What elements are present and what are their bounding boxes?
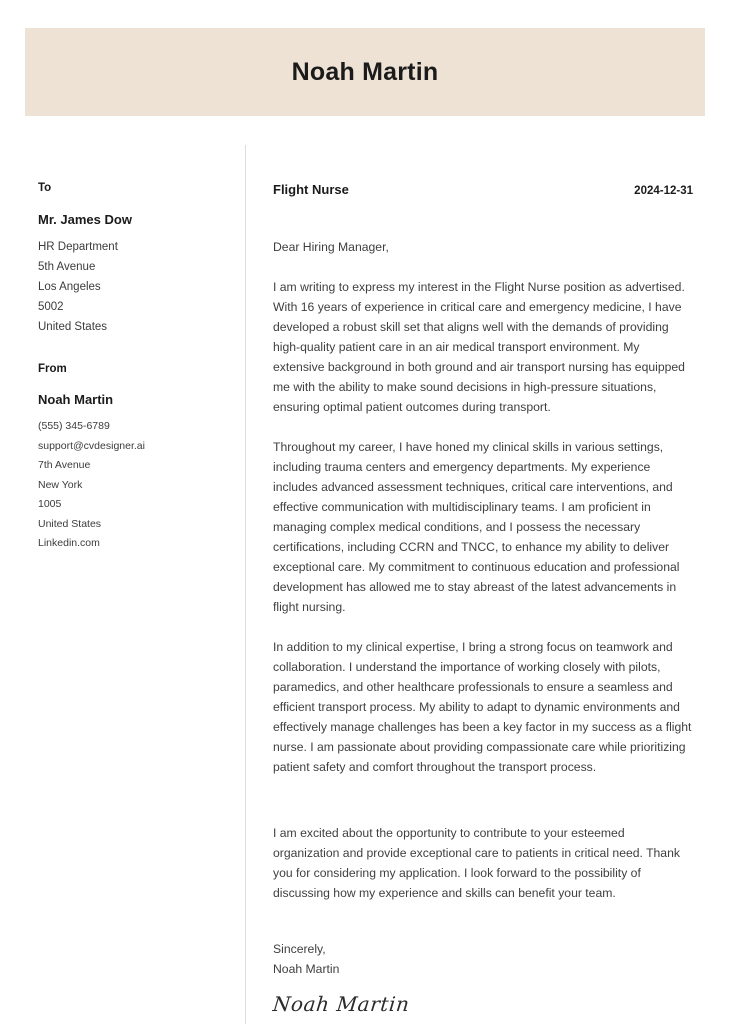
- signoff-name: Noah Martin: [273, 961, 340, 976]
- sender-email: support@cvdesigner.ai: [38, 439, 145, 452]
- sender-phone: (555) 345-6789: [38, 420, 110, 433]
- recipient-block: [38, 182, 228, 337]
- letter-paragraph: Throughout my career, I have honed my clinical skills in various settings, including trauma centers and emergency departments. My experience includes advanced assessment techniques, critical care interventions, and effective communication with multidisciplinary teams. I am proficient in managing complex medical conditions, and I possess the necessary certifications, including CCRN and TNCC, to enhance my ability to deliver exceptional care. My commitment to continuous education and professional development has allowed me to stay abreast of the latest advancements in flight nursing.: [273, 439, 680, 614]
- job-title: Flight Nurse: [273, 182, 349, 197]
- recipient-name: Mr. James Dow: [38, 211, 132, 227]
- sidebar: [38, 182, 228, 554]
- sender-name: Noah Martin: [38, 392, 114, 408]
- closing-paragraph: I am excited about the opportunity to contribute to your esteemed organization and provide exceptional care to patients in critical need. Thank you for considering my application. I look forward to the possibility of discussing how my experience and skills can benefit your team.: [273, 825, 680, 900]
- sender-line: 1005: [38, 498, 62, 511]
- recipient-line: 5002: [38, 300, 64, 313]
- signature: Noah Martin: [271, 991, 411, 1016]
- salutation: Dear Hiring Manager,: [273, 239, 389, 254]
- header-banner: [25, 28, 705, 116]
- letter-date: 2024-12-31: [634, 185, 693, 197]
- page-title: Noah Martin: [291, 57, 439, 86]
- letter-heading-row: [273, 182, 693, 199]
- from-label: From: [38, 362, 67, 375]
- letter-paragraph: I am writing to express my interest in the Flight Nurse position as advertised. With 16 years of experience in critical care and emergency medicine, I have developed a robust skill set that aligns well with the demands of providing high-quality patient care in an air medical transport environment. My extensive background in both ground and air transport nursing has equipped me with the ability to make sound decisions in high-pressure situations, ensuring optimal patient outcomes during transport.: [273, 279, 685, 414]
- sender-website: Linkedin.com: [38, 537, 100, 550]
- to-label: To: [38, 182, 52, 194]
- signoff-text: Sincerely,: [273, 941, 326, 956]
- sender-line: New York: [38, 478, 83, 491]
- recipient-line: United States: [38, 320, 108, 333]
- sender-line: 7th Avenue: [38, 459, 91, 472]
- recipient-line: HR Department: [38, 240, 118, 253]
- letter-body: [273, 182, 693, 1015]
- letter-paragraph: In addition to my clinical expertise, I bring a strong focus on teamwork and collaboration. I understand the importance of working closely with pilots, paramedics, and other healthcare professionals to ensure a seamless and efficient transport process. My ability to adapt to dynamic environments and effectively manage challenges has been a key factor in my success as a flight nurse. I am passionate about providing compassionate care while prioritizing patient safety and comfort throughout the transport process.: [273, 639, 692, 774]
- sender-line: United States: [38, 517, 102, 530]
- recipient-line: 5th Avenue: [38, 260, 96, 273]
- column-divider: [245, 145, 246, 1024]
- signoff: [273, 939, 693, 979]
- recipient-line: Los Angeles: [38, 280, 101, 293]
- sender-block: [38, 363, 228, 554]
